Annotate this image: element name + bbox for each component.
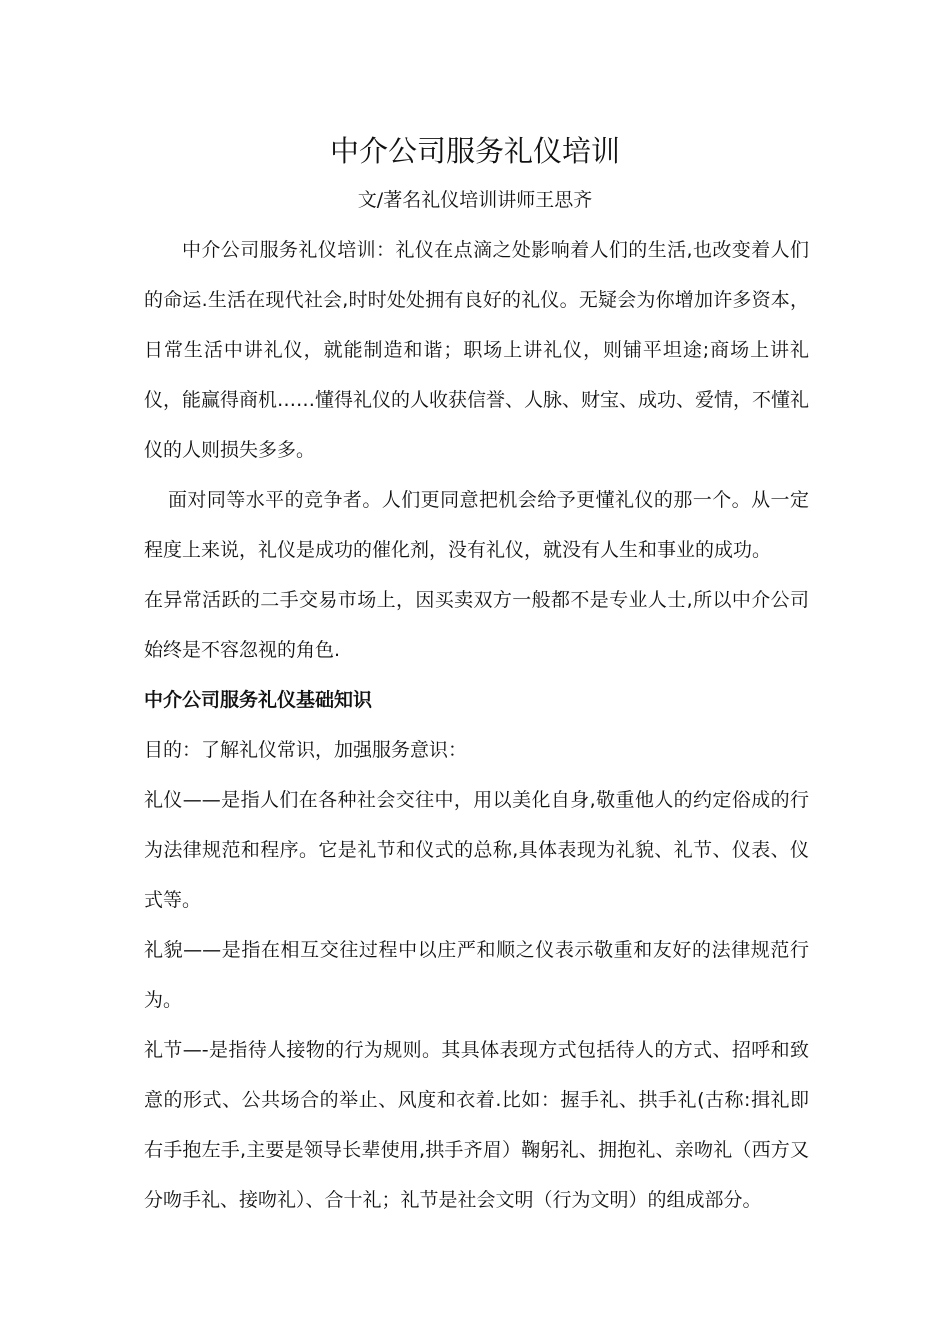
paragraph-purpose: 目的：了解礼仪常识，加强服务意识： [144,739,468,761]
paragraph-liyi-definition: 礼仪——是指人们在各种社会交往中，用以美化自身,敬重他人的约定俗成的行为法律规范和程序。它是礼节和仪式的总称,具体表现为礼貌、礼节、仪表、仪式等。 [144,789,809,911]
paragraph-intro: 中介公司服务礼仪培训：礼仪在点滴之处影响着人们的生活,也改变着人们的命运.生活在现代社会,时时处处拥有良好的礼仪。无疑会为你增加许多资本，日常生活中讲礼仪，就能制造和谐；职场上讲礼仪，则铺平坦途;商场上讲礼仪，能赢得商机……懂得礼仪的人收获信誉、人脉、财宝、成功、爱情，不懂礼仪的人则损失多多。 [144,239,810,461]
document-byline: 文/著名礼仪培训讲师王思齐 [357,189,593,211]
paragraph-limao-definition: 礼貌——是指在相互交往过程中以庄严和顺之仪表示敬重和友好的法律规范行为。 [144,939,809,1011]
paragraph-market: 在异常活跃的二手交易市场上，因买卖双方一般都不是专业人士,所以中介公司始终是不容忽视的角色. [144,589,809,661]
paragraph-lijie-definition: 礼节—-是指待人接物的行为规则。其具体表现方式包括待人的方式、招呼和致意的形式、公共场合的举止、风度和衣着.比如：握手礼、拱手礼(古称:揖礼即右手抱左手,主要是领导长辈使用,拱手齐眉）鞠躬礼、拥抱礼、亲吻礼（西方又分吻手礼、接吻礼）、合十礼；礼节是社会文明（行为文明）的组成部分。 [144,1039,809,1211]
paragraph-competition: 面对同等水平的竞争者。人们更同意把机会给予更懂礼仪的那一个。从一定程度上来说，礼仪是成功的催化剂，没有礼仪，就没有人生和事业的成功。 [144,489,809,561]
section-heading: 中介公司服务礼仪基础知识 [144,689,373,711]
document-title: 中介公司服务礼仪培训 [329,134,620,168]
document-body [144,225,809,1225]
